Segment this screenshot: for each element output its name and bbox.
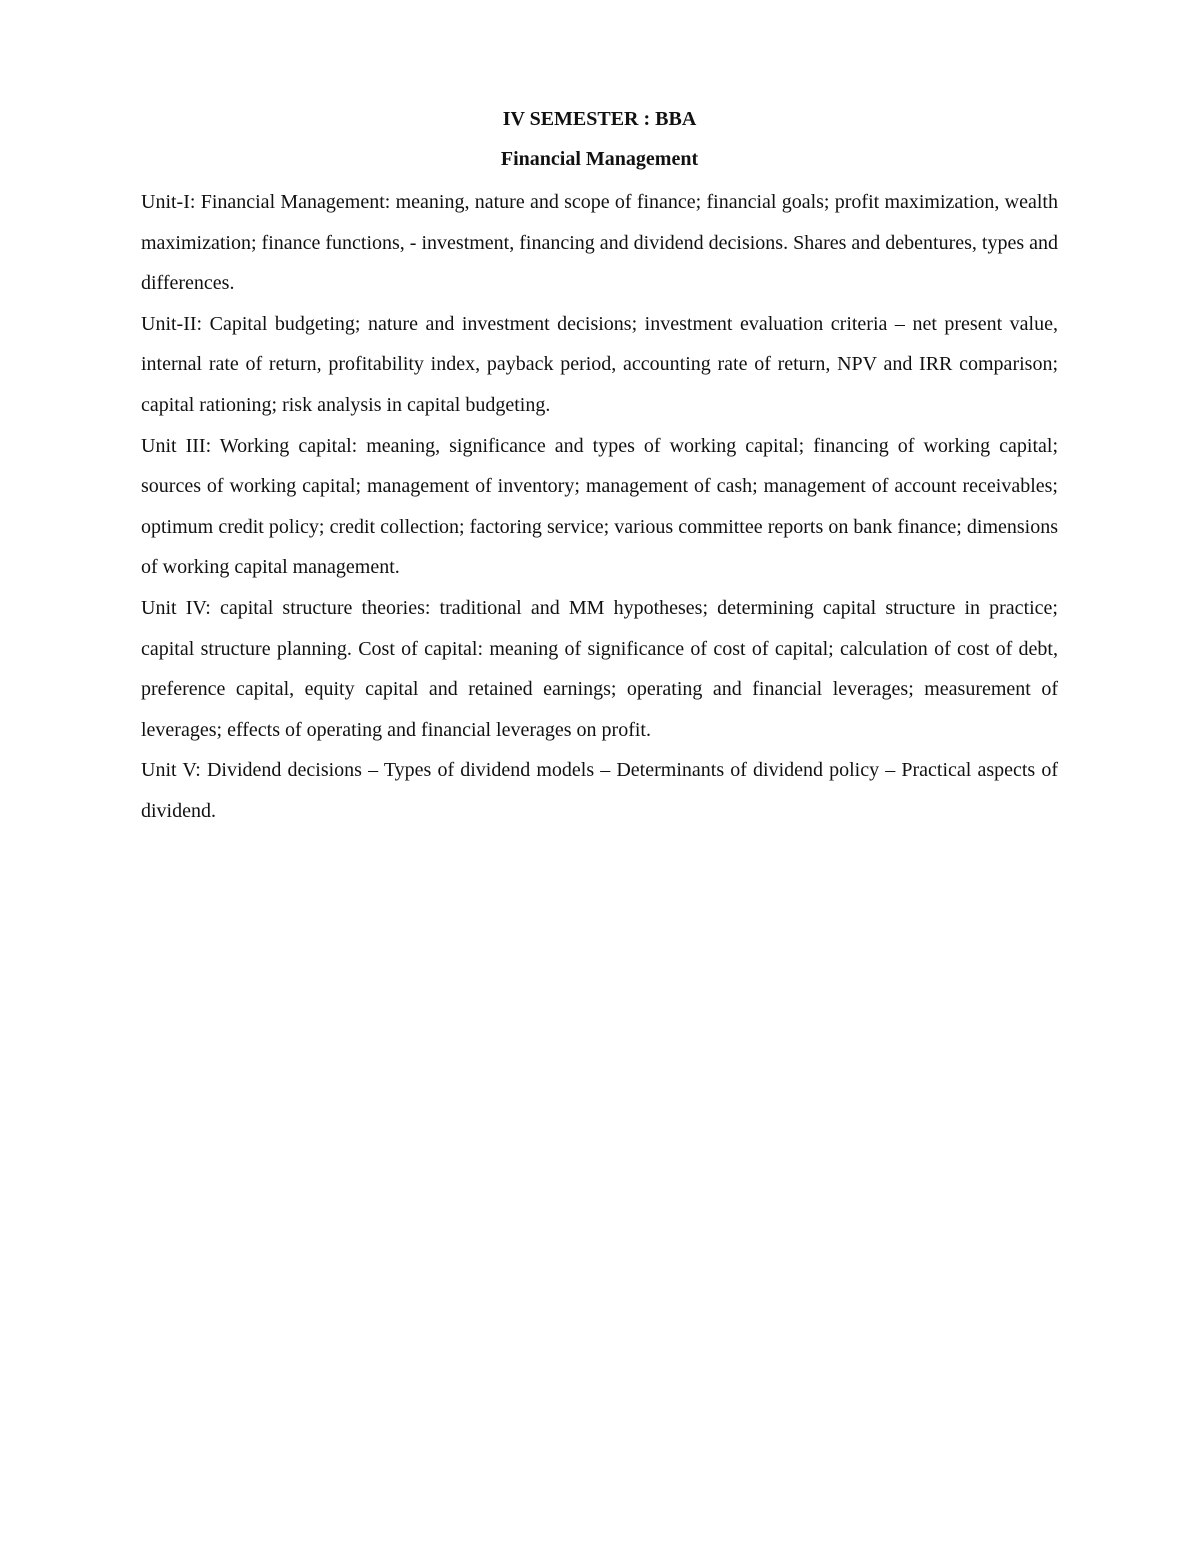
subject-title: Financial Management [500, 148, 699, 170]
unit-3-paragraph: Unit III: Working capital: meaning, significance and types of working capital; financing of working capital; sources of working capital; management of inventory; management of cash; management of account receivables; optimum credit policy; credit collection; factoring service; various committee reports on bank finance; dimensions of working capital management. [141, 434, 1058, 579]
syllabus-body [141, 182, 1058, 832]
semester-heading: IV SEMESTER : BBA [502, 108, 697, 130]
unit-5-paragraph: Unit V: Dividend decisions – Types of dividend models – Determinants of dividend policy – Practical aspects of dividend. [141, 759, 1058, 822]
unit-2-paragraph: Unit-II: Capital budgeting; nature and investment decisions; investment evaluation criteria – net present value, internal rate of return, profitability index, payback period, accounting rate of return, NPV and IRR comparison; capital rationing; risk analysis in capital budgeting. [141, 312, 1058, 416]
unit-1-paragraph: Unit-I: Financial Management: meaning, nature and scope of finance; financial goals; profit maximization, wealth maximization; finance functions, - investment, financing and dividend decisions. Shares and debentures, types and differences. [141, 191, 1058, 295]
unit-4-paragraph: Unit IV: capital structure theories: traditional and MM hypotheses; determining capital structure in practice; capital structure planning. Cost of capital: meaning of significance of cost of capital; calculation of cost of debt, preference capital, equity capital and retained earnings; operating and financial leverages; measurement of leverages; effects of operating and financial leverages on profit. [141, 596, 1058, 741]
